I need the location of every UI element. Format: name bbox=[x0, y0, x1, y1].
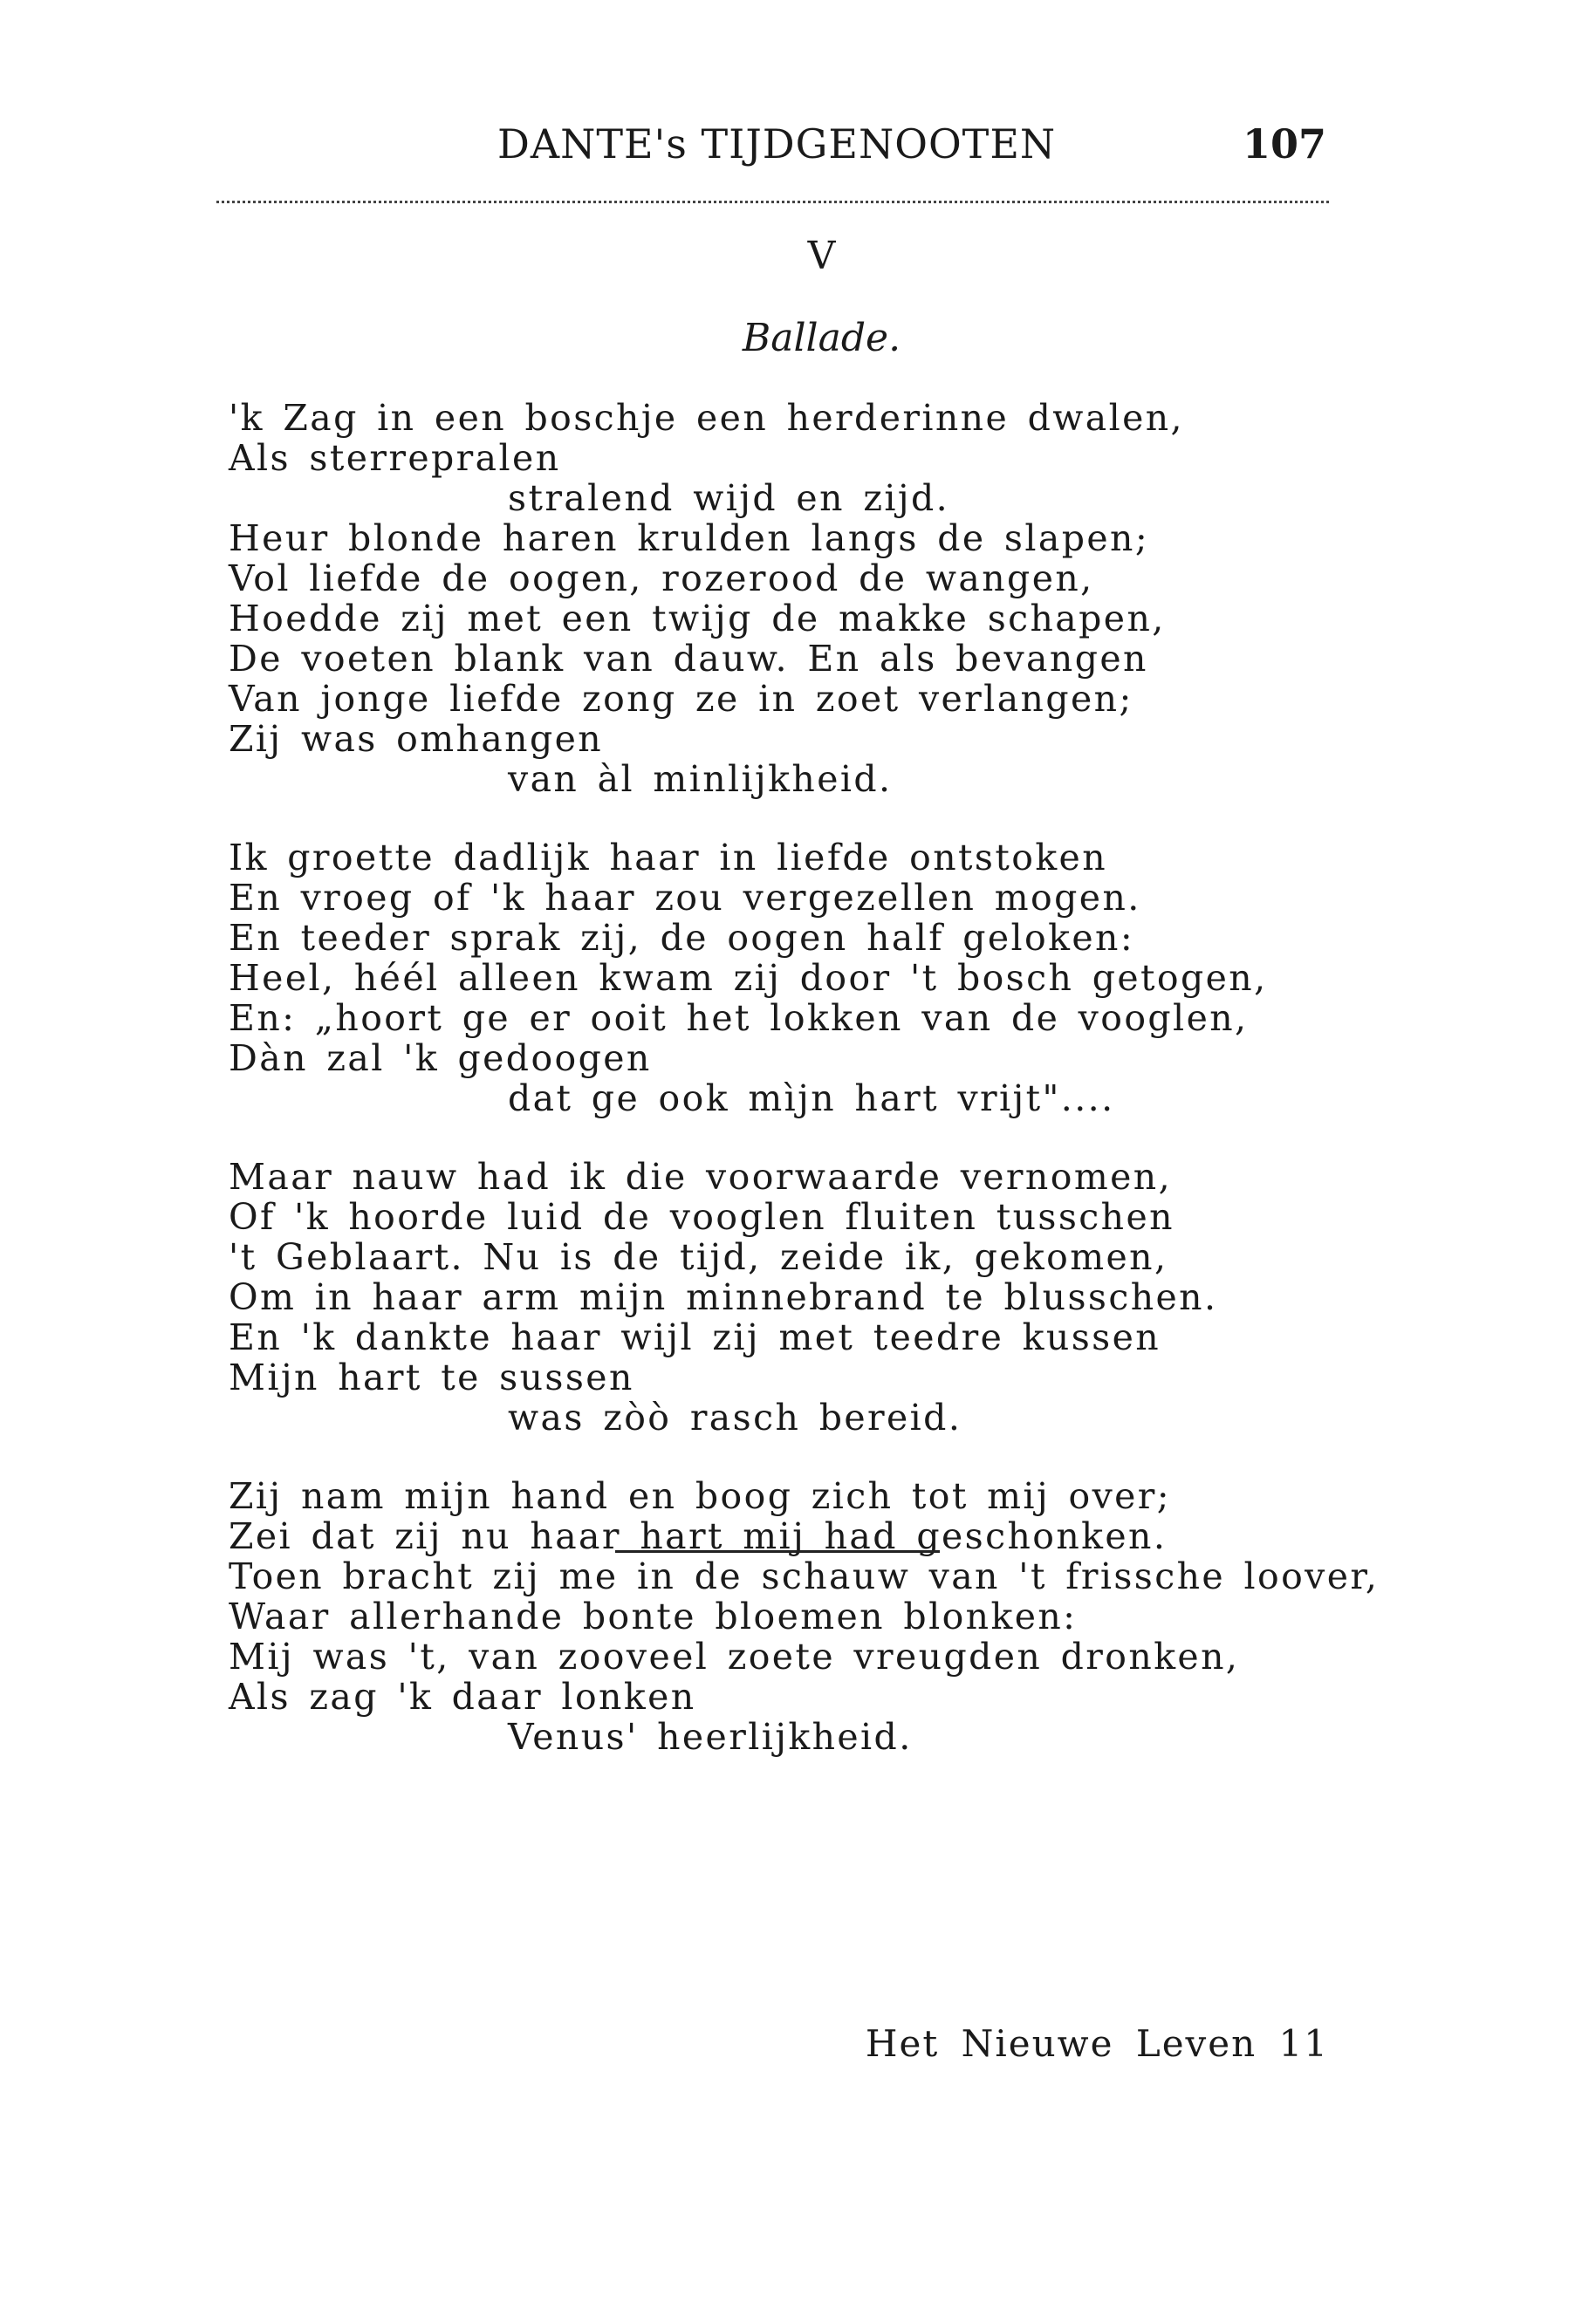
stanza bbox=[229, 398, 1380, 799]
poem-line: Om in haar arm mijn minnebrand te blusschen. bbox=[229, 1276, 1218, 1318]
poem-line: Ik groette dadlijk haar in liefde ontstoken bbox=[229, 837, 1108, 878]
poem-line: Venus' heerlijkheid. bbox=[508, 1716, 913, 1758]
signature-line: Het Nieuwe Leven 11 bbox=[865, 2022, 1329, 2065]
poem-line: Zij was omhangen bbox=[229, 718, 604, 760]
page-number: 107 bbox=[1242, 120, 1326, 167]
poem-line: stralend wijd en zijd. bbox=[508, 477, 950, 519]
poem-line: Mijn hart te sussen bbox=[229, 1357, 634, 1398]
stanza bbox=[229, 837, 1380, 1118]
poem-line: Als sterrepralen bbox=[229, 437, 561, 479]
poem-line: Zij nam mijn hand en boog zich tot mij over; bbox=[229, 1475, 1172, 1517]
poem-line: was zòò rasch bereid. bbox=[508, 1397, 962, 1439]
stanza bbox=[229, 1157, 1380, 1438]
poem-line: Dàn zal 'k gedoogen bbox=[229, 1037, 652, 1079]
poem-line: Heur blonde haren krulden langs de slapen; bbox=[229, 517, 1150, 559]
poem-line: dat ge ook mìjn hart vrijt".... bbox=[508, 1077, 1115, 1119]
running-title: DANTE's TIJDGENOOTEN bbox=[497, 120, 1057, 167]
poem-line: Zei dat zij nu haar hart mij had geschonken. bbox=[229, 1515, 1168, 1557]
poem-line: En teeder sprak zij, de oogen half geloken: bbox=[229, 917, 1135, 959]
poem-line: Maar nauw had ik die voorwaarde vernomen, bbox=[229, 1156, 1173, 1198]
stanza bbox=[229, 1476, 1380, 1757]
poem-line: 't Geblaart. Nu is de tijd, zeide ik, gekomen, bbox=[229, 1236, 1168, 1278]
poem-line: Vol liefde de oogen, rozerood de wangen, bbox=[229, 557, 1094, 599]
poem-line: De voeten blank van dauw. En als bevangen bbox=[229, 638, 1148, 680]
poem-line: Of 'k hoorde luid de vooglen fluiten tusschen bbox=[229, 1196, 1175, 1238]
poem-line: En vroeg of 'k haar zou vergezellen mogen. bbox=[229, 877, 1141, 919]
end-rule bbox=[615, 1550, 940, 1553]
section-number: V bbox=[807, 234, 836, 278]
poem-line: Heel, héél alleen kwam zij door 't bosch getogen, bbox=[229, 957, 1268, 999]
running-head bbox=[216, 120, 1342, 173]
poem-line: Als zag 'k daar lonken bbox=[229, 1676, 696, 1718]
poem-line: Van jonge liefde zong ze in zoet verlangen; bbox=[229, 678, 1133, 720]
poem-line: Hoedde zij met een twijg de makke schapen, bbox=[229, 598, 1166, 639]
poem-line: van àl minlijkheid. bbox=[508, 758, 893, 800]
poem-line: En: „hoort ge er ooit het lokken van de vooglen, bbox=[229, 997, 1249, 1039]
poem-title: Ballade. bbox=[742, 316, 901, 360]
header-dotted-rule bbox=[216, 201, 1329, 203]
poem-line: 'k Zag in een boschje een herderinne dwalen, bbox=[229, 397, 1184, 439]
poem-line: Waar allerhande bonte bloemen blonken: bbox=[229, 1596, 1078, 1637]
poem-line: En 'k dankte haar wijl zij met teedre kussen bbox=[229, 1316, 1161, 1358]
poem-line: Mij was 't, van zooveel zoete vreugden dronken, bbox=[229, 1636, 1240, 1678]
poem-line: Toen bracht zij me in de schauw van 't frissche loover, bbox=[229, 1555, 1380, 1597]
poem-body bbox=[229, 398, 1380, 1795]
